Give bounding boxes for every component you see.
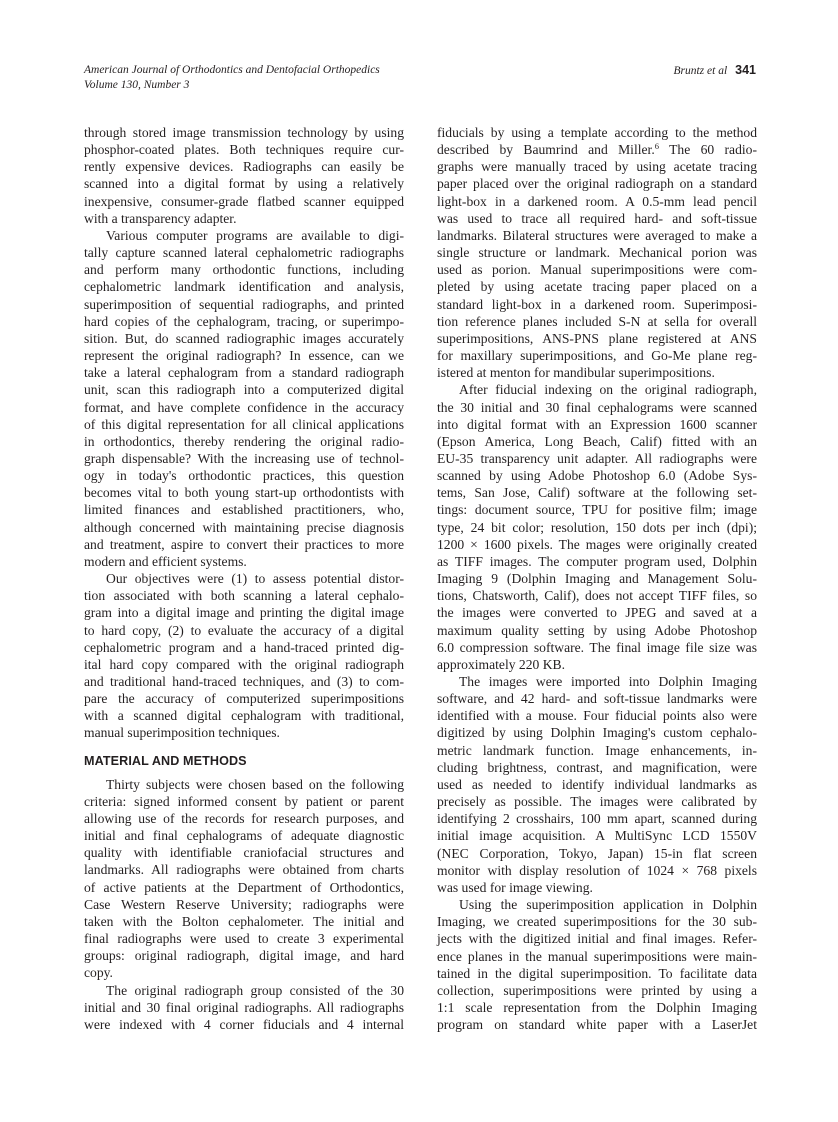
text-line: copy. — [84, 965, 113, 981]
running-authors: Bruntz et al — [673, 65, 728, 77]
text-line: identified with a mouse. Four fiducial points also were — [437, 708, 757, 724]
text-line: tion reference planes included S-N at sella for overall — [437, 313, 757, 329]
text-line: jects with the digitized initial and final images. Refer- — [437, 931, 757, 947]
text-line: of active patients at the Department of Orthodontics, — [84, 879, 404, 895]
text-line: tings: document source, TPU for positive film; image — [437, 502, 757, 518]
text-line: Case Western Reserve University; radiographs were — [84, 896, 404, 912]
left-column — [84, 124, 404, 1033]
text-line: landmarks. Bilateral structures were averaged to make a — [437, 227, 757, 243]
text-line: tion associated with both scanning a lateral cephalo- — [84, 588, 404, 604]
text-line: unit, scan this radiograph into a computerized digital — [84, 382, 404, 398]
text-line: with a transparency adapter. — [84, 210, 237, 226]
text-line: scanned by using Adobe Photoshop 6.0 (Adobe Sys- — [437, 468, 757, 484]
text-line: fiducials by using a template according to the method — [437, 125, 757, 140]
paragraph-original-radiograph-group — [84, 982, 404, 1033]
text-line: pleted by using acetate tracing paper placed on a — [437, 279, 757, 295]
text-line: precisely as possible. The images were calibrated by — [437, 794, 757, 810]
paragraph-scanning — [437, 381, 757, 673]
text-line: scanned into a digital format by using a relatively — [84, 176, 404, 192]
text-line: ital hard copy compared with the original radiograph — [84, 656, 404, 672]
text-line: superimpositions, ANS-PNS plane registered at ANS — [437, 330, 757, 346]
text-line: used as porion. Manual superimpositions were com- — [437, 262, 757, 278]
paragraph-superimposition — [437, 896, 757, 1033]
text-line: criteria: signed informed consent by patient or parent — [84, 793, 404, 809]
text-line: and perform many orthodontic functions, including — [84, 262, 404, 278]
text-line: although concerned with maintaining precise diagnosis — [84, 519, 404, 535]
text-line: pare the accuracy of computerized superimpositions — [84, 691, 404, 707]
text-line: 1:1 scale representation from the Dolphin Imaging — [437, 999, 757, 1015]
author-page-info — [673, 63, 756, 79]
text-line: landmarks. All radiographs were obtained from charts — [84, 862, 404, 878]
text-line: istered at menton for mandibular superimpositions. — [437, 365, 715, 381]
text-line: sition. But, do scanned radiographic images accurately — [84, 330, 404, 346]
text-line: the images were converted to JPEG and saved at a — [437, 605, 757, 621]
text-line: with a scanned digital cephalogram with traditional, — [84, 708, 404, 724]
text-line: into digital format with an Expression 1600 scanner — [437, 416, 757, 432]
text-line: (Epson America, Long Beach, Calif) fitted with an — [437, 433, 757, 449]
text-line: metric landmark function. Image enhancements, in- — [437, 742, 757, 758]
right-column — [437, 124, 757, 1033]
text-line: superimposition of sequential radiographs, and printed — [84, 296, 404, 312]
text-line: as TIFF images. The computer program used, Dolphin — [437, 553, 757, 569]
text-line: graph dispensable? With the increasing use of technol- — [84, 450, 404, 466]
text-line: program on standard white paper with a LaserJet — [437, 1017, 757, 1033]
text-line: final radiographs were used to create 3 experimental — [84, 931, 404, 947]
text-line: format, and have complete confidence in the accuracy — [84, 399, 404, 415]
text-line: ogy in today's orthodontic practices, this question — [84, 468, 404, 484]
text-line: collection, superimpositions were printed by using a — [437, 982, 757, 998]
text-line: identifying 2 crosshairs, 100 mm apart, scanned during — [437, 811, 757, 827]
text-line: Imaging 9 (Dolphin Imaging and Management Solu- — [437, 571, 757, 587]
text-line-with-citation — [437, 141, 757, 158]
text-line: light-box in a darkened room. A 0.5-mm lead pencil — [437, 193, 757, 209]
text-line: cephalometric program and a hand-traced printed dig- — [84, 639, 404, 655]
journal-citation — [84, 63, 380, 92]
text-line: The images were imported into Dolphin Imaging — [459, 674, 757, 689]
text-line: 6.0 compression software. The final image file size was — [437, 639, 757, 655]
text-line: manual superimposition techniques. — [84, 725, 280, 741]
journal-volume: Volume 130, Number 3 — [84, 78, 190, 91]
text-line: groups: original radiograph, digital image, and hard — [84, 948, 404, 964]
text-line: allowing use of the records for research purposes, and — [84, 810, 404, 826]
text-line: type, 24 bit color; resolution, 150 dots per inch (dpi); — [437, 519, 757, 535]
text-line: to hard copy, (2) to evaluate the accuracy of a digital — [84, 622, 404, 638]
citation-reference[interactable]: 6 — [654, 141, 659, 152]
section-heading-material-methods: MATERIAL AND METHODS — [84, 753, 247, 768]
text-line: Imaging, we created superimpositions for the 30 sub- — [437, 914, 757, 930]
text-line: tions, Chatsworth, Calif), does not accept TIFF files, so — [437, 588, 757, 604]
text-line: 1200 × 1600 pixels. The mages were originally created — [437, 536, 757, 552]
text-line: approximately 220 KB. — [437, 656, 565, 672]
text-line: was used to trace all required hard- and soft-tissue — [437, 210, 757, 226]
text-segment: described by Baumrind and Miller. — [437, 142, 655, 158]
text-line: (NEC Corporation, Tokyo, Japan) 15-in flat screen — [437, 845, 757, 861]
paragraph-image-transmission — [84, 124, 404, 227]
text-line: standard light-box in a darkened room. Superimposi- — [437, 296, 757, 312]
text-line: After fiducial indexing on the original radiograph, — [459, 382, 757, 398]
text-line: cluding brightness, contrast, and magnification, were — [437, 759, 757, 775]
text-line: cephalometric landmark identification and analysis, — [84, 279, 404, 295]
text-line: were indexed with 4 corner fiducials and 4 internal — [84, 1016, 404, 1032]
text-line: and treatment, aspire to convert their practices to more — [84, 536, 404, 552]
text-line: gram into a digital image and printing the digital image — [84, 605, 404, 621]
journal-title: American Journal of Orthodontics and Dentofacial Orthopedics — [84, 64, 380, 76]
text-line: hard copies of the cephalogram, tracing, or superimpo- — [84, 313, 404, 329]
text-line: represent the original radiograph? In essence, can we — [84, 348, 404, 364]
text-line: paper placed over the original radiograph on a standard — [437, 176, 757, 192]
text-line: maximum quality setting by using Adobe Photoshop — [437, 622, 757, 638]
text-line: and traditional hand-traced techniques, and (3) to com- — [84, 674, 404, 689]
text-line: software, and 42 hard- and soft-tissue landmarks were — [437, 691, 757, 707]
text-line: tems, San Jose, Calif) software at the following set- — [437, 485, 757, 501]
text-line: used as needed to identify individual landmarks as — [437, 776, 757, 792]
text-line: in orthodontics, thereby rendering the original radio- — [84, 433, 404, 449]
text-line: was used for image viewing. — [437, 879, 593, 895]
text-line: limited finances and established practitioners, who, — [84, 502, 404, 518]
text-line: Various computer programs are available to digi- — [106, 227, 404, 243]
text-line: tally capture scanned lateral cephalometric radiographs — [84, 245, 404, 261]
text-line: take a lateral cephalogram from a standard radiograph — [84, 365, 404, 381]
text-line: initial and final cephalograms of adequate diagnostic — [84, 828, 404, 844]
text-line: EU-35 transparency unit adapter. All radiographs were — [437, 450, 757, 466]
text-line: phosphor-coated plates. Both techniques require cur- — [84, 142, 404, 158]
paragraph-computer-programs — [84, 227, 404, 570]
paragraph-tracing-method — [437, 124, 757, 381]
text-line: Using the superimposition application in Dolphin — [459, 897, 757, 913]
text-line: Our objectives were (1) to assess potential distor- — [106, 571, 404, 587]
text-line: single structure or landmark. Mechanical porion was — [437, 245, 757, 261]
text-segment: The 60 radio- — [658, 142, 757, 158]
text-line: taken with the Bolton cephalometer. The initial and — [84, 913, 404, 929]
text-line: of this digital representation for all clinical applications — [84, 416, 404, 432]
text-line: modern and efficient systems. — [84, 553, 247, 569]
paragraph-objectives — [84, 570, 404, 742]
text-line: for maxillary superimpositions, and Go-Me plane reg- — [437, 348, 757, 364]
text-line: tained in the digital superimposition. To facilitate data — [437, 965, 757, 981]
text-line: inexpensive, consumer-grade flatbed scanner equipped — [84, 193, 404, 209]
paragraph-subjects — [84, 776, 404, 982]
text-line: rently expensive devices. Radiographs can easily be — [84, 159, 404, 175]
text-line: becomes vital to both young start-up orthodontists with — [84, 485, 404, 501]
page-number: 341 — [735, 63, 756, 77]
text-line: Thirty subjects were chosen based on the following — [106, 776, 404, 792]
text-line: digitized by using Dolphin Imaging's custom cephalo- — [437, 725, 757, 741]
text-line: through stored image transmission technology by using — [84, 125, 404, 140]
paragraph-dolphin-imaging — [437, 673, 757, 896]
text-line: monitor with display resolution of 1024 × 768 pixels — [437, 862, 757, 878]
text-line: initial and 30 final original radiographs. All radiographs — [84, 999, 404, 1015]
text-line: initial image acquisition. A MultiSync LCD 1550V — [437, 828, 757, 844]
text-line: ence planes in the manual superimpositions were main- — [437, 948, 757, 964]
text-line: The original radiograph group consisted of the 30 — [106, 982, 404, 998]
text-line: quality with identifiable craniofacial structures and — [84, 845, 404, 861]
text-line: graphs were manually traced by using acetate tracing — [437, 159, 757, 175]
text-line: the 30 initial and 30 final cephalograms were scanned — [437, 399, 757, 415]
